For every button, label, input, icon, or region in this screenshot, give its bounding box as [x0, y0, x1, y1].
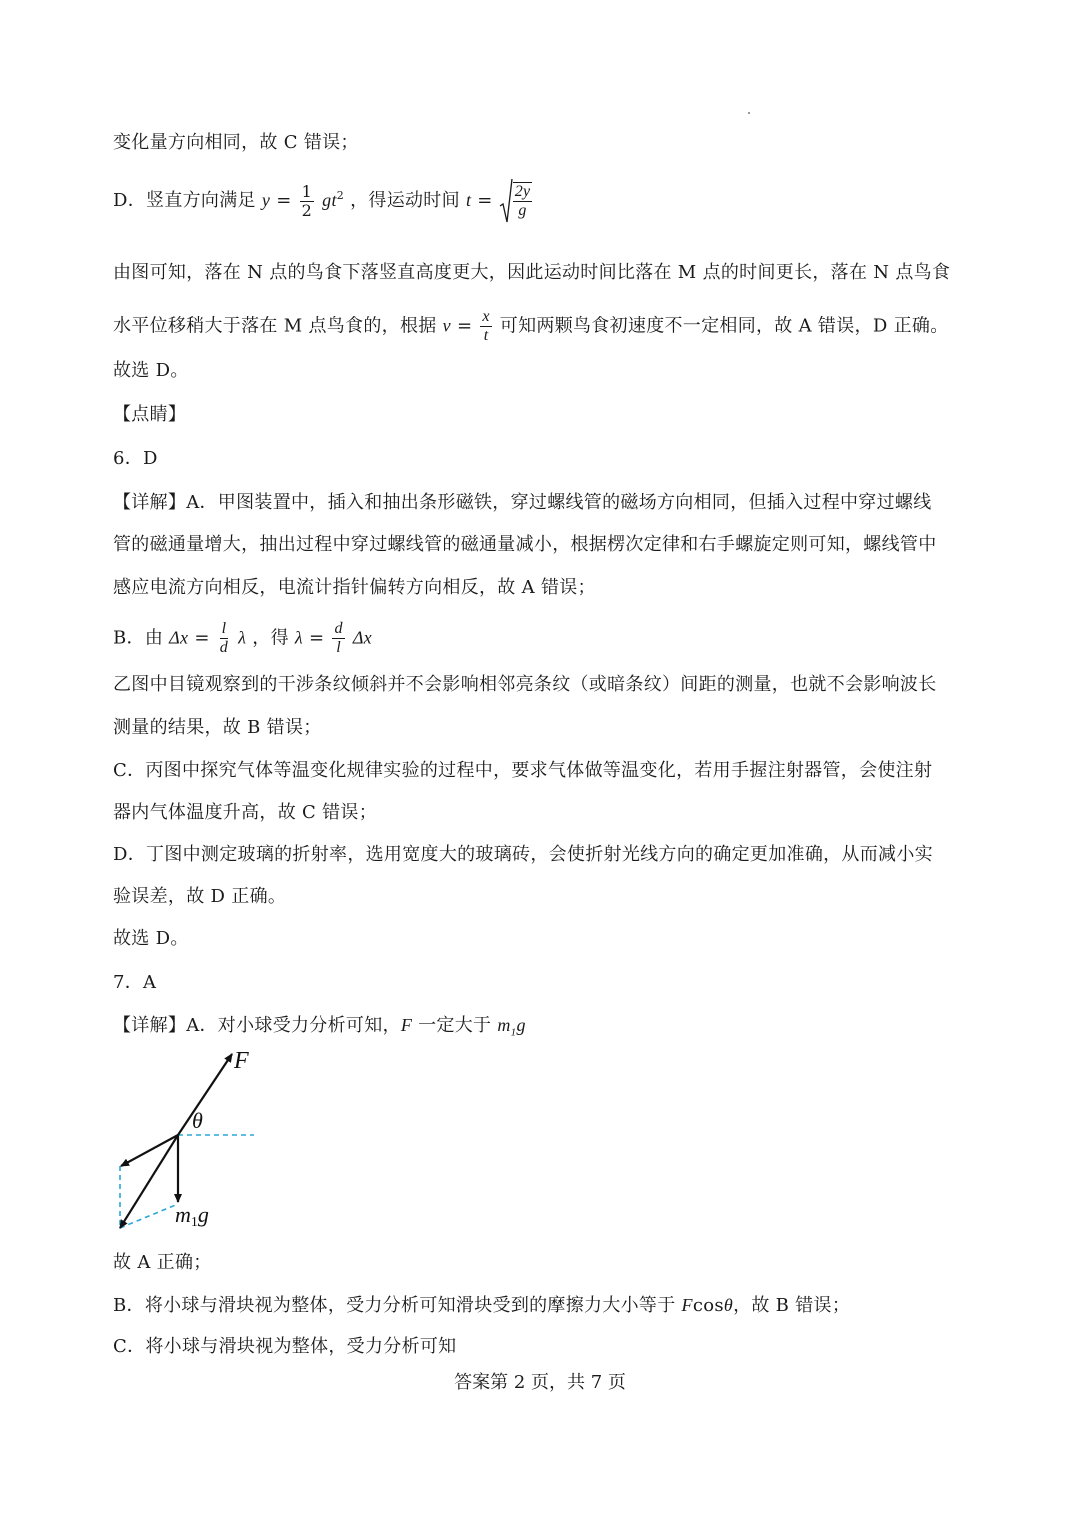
text-line: 乙图中目镜观察到的干涉条纹倾斜并不会影响相邻亮条纹（或暗条纹）间距的测量，也就不会影响波长 [113, 674, 937, 695]
formula-line-v: 水平位移稍大于落在 M 点鸟食的，根据 v = $\frac{x}{t}$ 可知两颗鸟食初速度不一定相同，故 A 错误，D 正确。 [113, 308, 949, 344]
text-line: C．丙图中探究气体等温变化规律实验的过程中，要求气体做等温变化，若用手握注射器管，会使注射 [113, 760, 933, 781]
text-line: 管的磁通量增大，抽出过程中穿过螺线管的磁通量减小，根据楞次定律和右手螺旋定则可知，螺线管中 [113, 534, 937, 555]
page-footer: 答案第 2 页，共 7 页 [454, 1372, 626, 1393]
text-line: 故选 D。 [113, 360, 189, 381]
fraction-half: $\frac{1}{2}$ [301, 181, 313, 220]
text-line: 变化量方向相同，故 C 错误； [113, 132, 359, 153]
sqrt-fraction: $\frac{2y}{g}$ [514, 183, 531, 219]
sqrt-expression [499, 178, 535, 224]
fraction-d-over-l: $\frac{d}{l}$ [334, 620, 343, 656]
text-line: 【详解】A．对小球受力分析可知，F 一定大于 $m_1g$ [113, 1015, 526, 1039]
label-f: F [234, 1048, 249, 1074]
text-line: B．将小球与滑块视为整体，受力分析可知滑块受到的摩擦力大小等于 Fcosθ，故 B 错误； [113, 1295, 851, 1316]
text-line: 【详解】A．甲图装置中，插入和抽出条形磁铁，穿过螺线管的磁场方向相同，但插入过程中穿过螺线 [113, 492, 932, 513]
scan-dot [748, 112, 750, 114]
text-line: 测量的结果，故 B 错误； [113, 717, 322, 738]
text-line: D．丁图中测定玻璃的折射率，选用宽度大的玻璃砖，会使折射光线方向的确定更加准确，从而减小实 [113, 844, 933, 865]
text-line: 故 A 正确； [113, 1252, 212, 1273]
fraction-x-over-t: $\frac{x}{t}$ [482, 308, 490, 344]
formula-line-b: B．由 Δx = $\frac{l}{d}$ λ ，得 λ = $\frac{d}{l}$ Δx [113, 620, 372, 656]
text-line: 器内气体温度升高，故 C 错误； [113, 802, 378, 823]
section-heading: 【点睛】 [113, 404, 187, 425]
fraction-l-over-d: $\frac{l}{d}$ [219, 620, 229, 656]
answer-number: 6．D [113, 448, 158, 469]
radical-sign [499, 178, 513, 224]
text-line: 感应电流方向相反，电流计指针偏转方向相反，故 A 错误； [113, 577, 596, 598]
force-f-arrow [178, 1054, 232, 1135]
label-m1g: m1g [175, 1202, 209, 1230]
formula-line-d: D．竖直方向满足 y = $\frac{1}{2}$ $gt^2$ ，得运动时间 t = $\frac{2y}{g}$ [113, 178, 534, 224]
answer-number: 7．A [113, 972, 157, 993]
text-line: 验误差，故 D 正确。 [113, 886, 287, 907]
text-line: C．将小球与滑块视为整体，受力分析可知 [113, 1336, 457, 1357]
resultant-arrow [120, 1135, 178, 1228]
force-diagram [108, 1042, 268, 1238]
label-theta: θ [192, 1108, 203, 1133]
text-line: 由图可知，落在 N 点的鸟食下落竖直高度更大，因此运动时间比落在 M 点的时间更长，落在 N 点鸟食 [113, 262, 951, 283]
text-line: 故选 D。 [113, 928, 189, 949]
